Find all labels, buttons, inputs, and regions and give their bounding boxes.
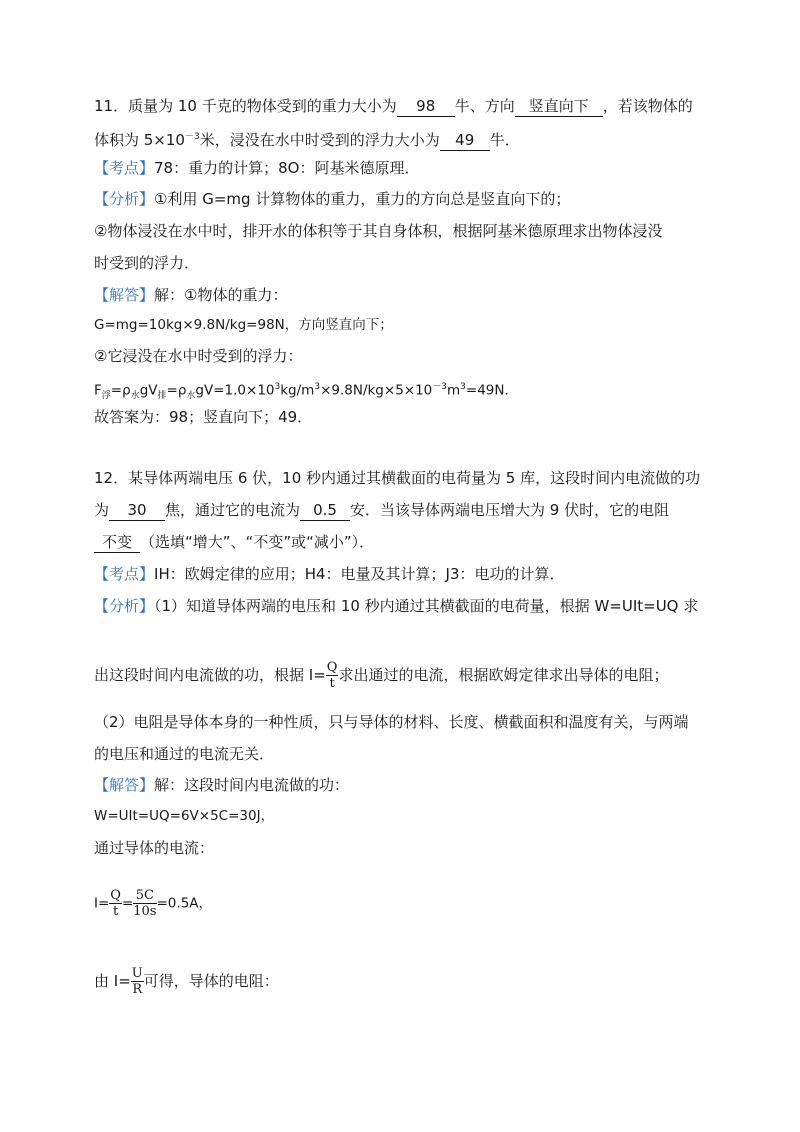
q12-fenxi2: 出这段时间内电流做的功，根据 I= $\frac{Q}{t}$ 求出通过的电流，根据欧姆定律求出导体的电阻； <box>94 660 669 691</box>
q11-calc2: ②它浸没在水中时受到的浮力： <box>94 347 303 365</box>
q11-calc1: G=mg=10kg×9.8N/kg=98N，方向竖直向下； <box>94 317 393 333</box>
q11-fenxi3: 时受到的浮力． <box>94 254 200 272</box>
fraction-q-over-t: $\frac{Q}{t}$ <box>110 888 121 919</box>
q12-calc1: W=UIt=UQ=6V×5C=30J， <box>94 808 275 824</box>
answer-blank-buoyancy: 49 <box>440 130 490 151</box>
answer-blank-work: 30 <box>109 500 165 521</box>
jieda-label: 【解答】 <box>94 286 155 304</box>
fraction-q-over-t: $\frac{Q}{t}$ <box>326 660 338 691</box>
q12-fenxi: 【分析】（1）知道导体两端的电压和 10 秒内通过其横截面的电荷量，根据 W=UIt=UQ 求 <box>94 597 699 615</box>
q12-line3: 不变 （选填“增大”、“不变”或“减小”）． <box>94 531 374 553</box>
answer-blank-weight: 98 <box>397 96 455 117</box>
q12-fenxi3: （2）电阻是导体本身的一种性质，只与导体的材料、长度、横截面积和温度有关，与两端 <box>94 713 689 731</box>
q11-fenxi2: ②物体浸没在水中时，排开水的体积等于其自身体积，根据阿基米德原理求出物体浸没 <box>94 222 663 240</box>
q11-answer: 故答案为：98；竖直向下；49． <box>94 408 313 426</box>
q11-line1: 11．质量为 10 千克的物体受到的重力大小为 98 牛、方向 竖直向下 ，若该物体的 <box>94 97 693 115</box>
fenxi-label: 【分析】 <box>94 597 155 615</box>
q11-calc3: $F_浮=\rho_水gV_排=\rho_水gV=1.0\times 10^3kg/m^3\times 9.8N/kg\times 5\times 10^{-3}m^3=49N$． <box>94 382 518 402</box>
kaodian-label: 【考点】 <box>94 159 155 177</box>
q11-jieda: 【解答】解：①物体的重力： <box>94 286 288 304</box>
fraction-u-over-r: $\frac{U}{R}$ <box>131 966 143 997</box>
q12-calc2: 通过导体的电流： <box>94 839 215 857</box>
q12-kaodian: 【考点】IH：欧姆定律的应用；H4：电量及其计算；J3：电功的计算． <box>94 565 565 583</box>
q12-jieda: 【解答】解：这段时间内电流做的功： <box>94 776 350 794</box>
answer-blank-direction: 竖直向下 <box>515 96 603 117</box>
q12-fenxi4: 的电压和通过的电流无关． <box>94 745 275 763</box>
fraction-5c-over-10s: $\frac{5C}{10s}$ <box>133 888 157 919</box>
q12-line1: 12．某导体两端电压 6 伏，10 秒内通过其横截面的电荷量为 5 库，这段时间内电流做的功 <box>94 469 701 487</box>
q11-fenxi: 【分析】①利用 G=mg 计算物体的重力，重力的方向总是竖直向下的； <box>94 190 571 208</box>
q11-kaodian: 【考点】78：重力的计算；8O：阿基米德原理． <box>94 159 420 177</box>
answer-blank-current: 0.5 <box>300 500 350 521</box>
q12-calc4: 由 I= $\frac{U}{R}$ 可得，导体的电阻： <box>94 966 279 997</box>
q12-line2: 为 30 焦，通过它的电流为 0.5 安．当该导体两端电压增大为 9 伏时，它的电阻 <box>94 501 670 519</box>
jieda-label: 【解答】 <box>94 776 155 794</box>
kaodian-label: 【考点】 <box>94 565 155 583</box>
q11-line2: 体积为 $5\times 10^{-3}$米，浸没在水中时受到的浮力大小为 49 牛． <box>94 131 520 149</box>
fenxi-label: 【分析】 <box>94 190 155 208</box>
q12-calc3: I= $\frac{Q}{t}$ = $\frac{5C}{10s}$ =0.5A， <box>94 888 213 919</box>
answer-blank-resistance: 不变 <box>94 532 140 553</box>
